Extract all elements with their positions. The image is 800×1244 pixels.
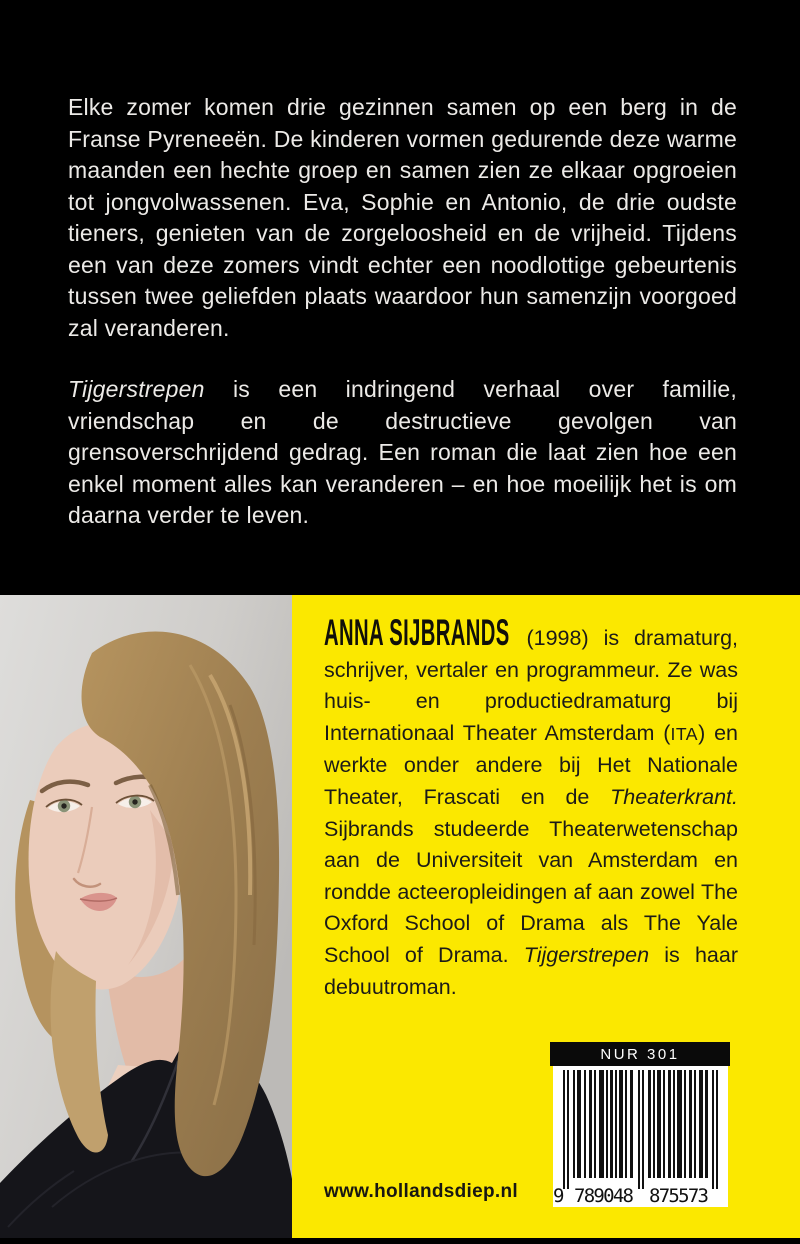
- website-url: www.hollandsdiep.nl: [324, 1181, 518, 1202]
- synopsis-paragraph-2: [68, 374, 737, 532]
- text-segment: Theaterkrant.: [610, 784, 738, 809]
- barcode-bars: [563, 1070, 718, 1189]
- bottom-band: [0, 595, 800, 1238]
- text-segment: is haar debuutroman.: [324, 942, 738, 999]
- bio-body: [324, 626, 738, 999]
- author-photo: [0, 595, 292, 1238]
- barcode-digit-lead: 9: [553, 1185, 565, 1207]
- synopsis-paragraph-1: [68, 92, 737, 344]
- text-segment: is een indringend verhaal over familie, vriendschap en de destructieve gevolgen van grensoverschrijdend gedrag. Een roman die laat zien hoe een enkel moment alles kan veranderen – en hoe moeilijk het is om daarna verder te leven.: [68, 376, 737, 528]
- author-name: ANNA SIJBRANDS: [324, 612, 510, 654]
- text-segment: Elke zomer komen drie gezinnen samen op een berg in de Franse Pyreneeën. De kinderen vormen gedurende deze warme maanden een hechte groep en samen zien ze elkaar opgroeien tot jongvolwassenen. Eva, Sophie en Antonio, de drie oudste tieners, genieten van de zorgeloosheid en de vrijheid. Tijdens een van deze zomers vindt echter een noodlottige gebeurtenis tussen twee geliefden plaats waardoor hun samenzijn voorgoed zal veranderen.: [68, 94, 737, 341]
- text-segment: Tijgerstrepen: [523, 942, 650, 967]
- synopsis-section: [68, 92, 737, 532]
- nur-badge: [550, 1042, 730, 1066]
- barcode-digits-group1: 789048: [574, 1185, 634, 1207]
- text-segment: ITA: [670, 723, 699, 744]
- text-segment: ) en werkte onder andere bij Het Nationale Theater, Frascati en de: [324, 720, 738, 809]
- text-segment: (1998) is dramaturg, schrijver, vertaler en programmeur. Ze was huis- en productiedramaturg bij Internationaal Theater Amsterdam (: [324, 626, 738, 745]
- text-segment: Sijbrands studeerde Theaterwetenschap aan de Universiteit van Amsterdam en rondde acteeropleidingen af aan zowel The Oxford School of Drama als The Yale School of Drama.: [324, 816, 738, 967]
- text-segment: Tijgerstrepen: [68, 376, 205, 402]
- barcode: [553, 1066, 728, 1207]
- nur-badge-label: NUR 301: [600, 1045, 680, 1063]
- pupil-left: [61, 803, 66, 808]
- pupil-right: [132, 799, 137, 804]
- barcode-digits-group2: 875573: [649, 1185, 709, 1207]
- bio-text: [324, 612, 738, 1003]
